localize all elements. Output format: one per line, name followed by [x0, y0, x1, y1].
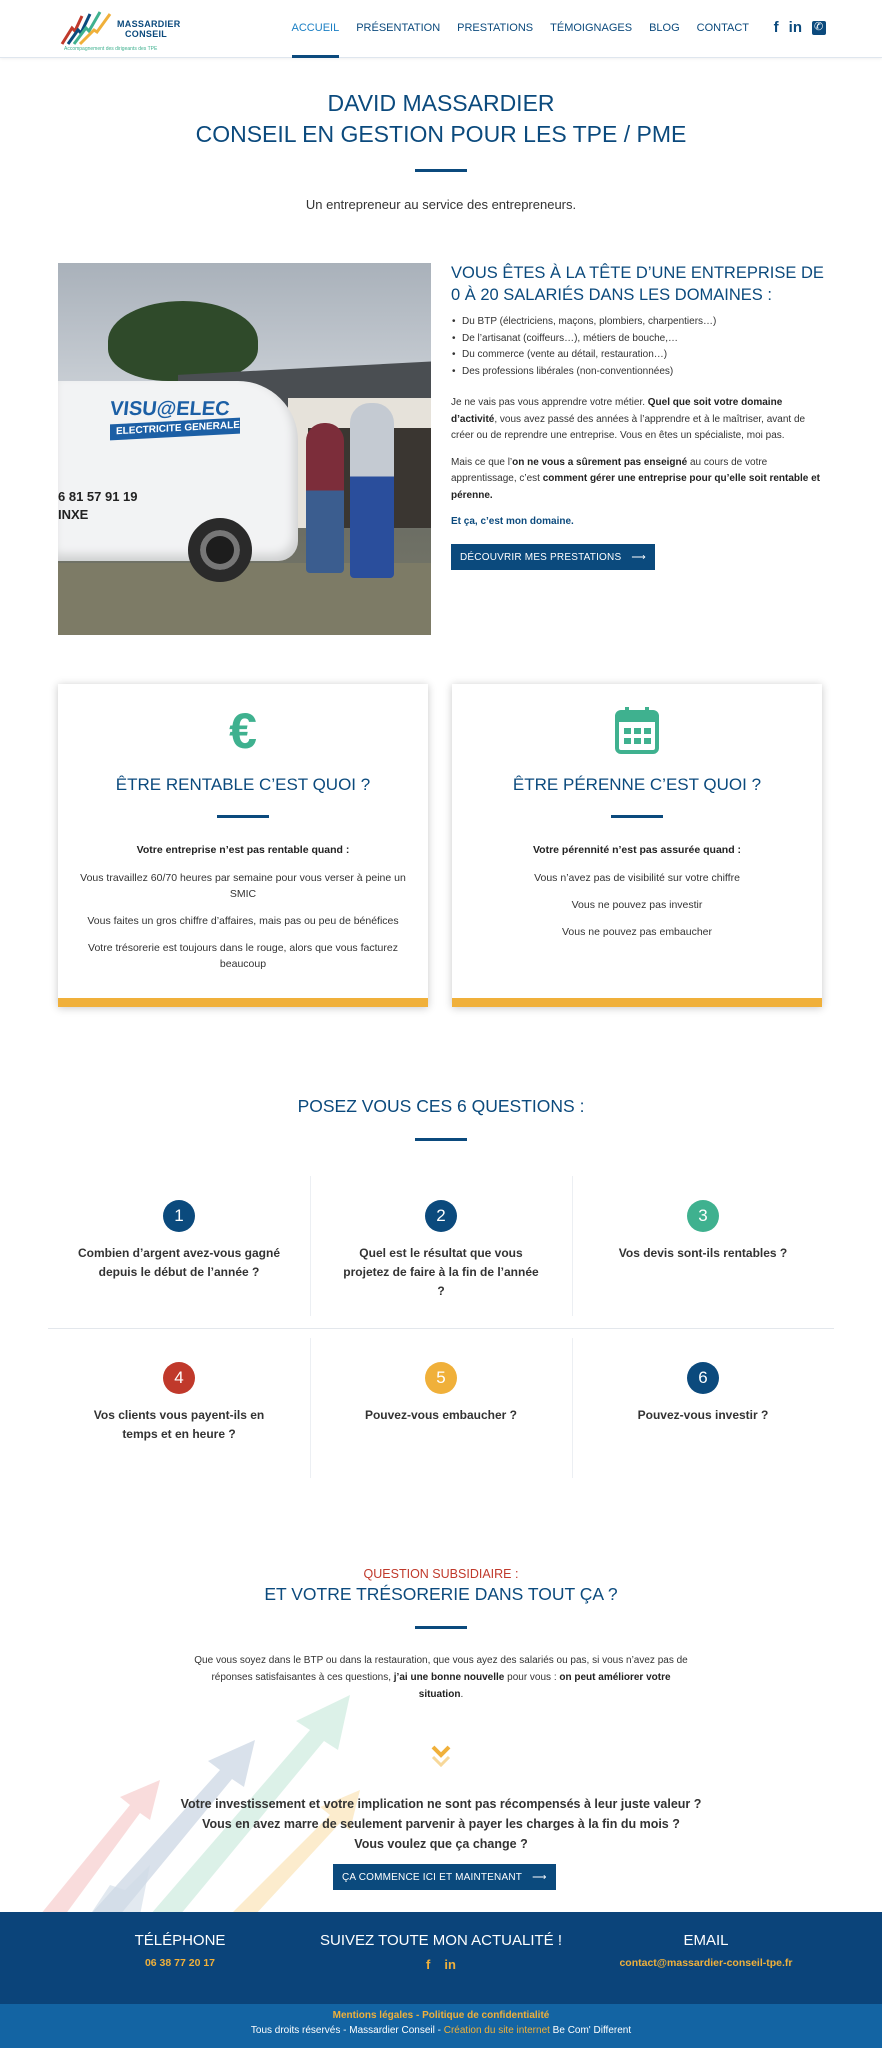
question-number: 2 — [425, 1200, 457, 1232]
question-text: Vos clients vous payent-ils en temps et en heure ? — [93, 1408, 265, 1441]
subsidiary-section — [0, 1560, 882, 1913]
footer-follow: SUIVEZ TOUTE MON ACTUALITÉ ! f in — [320, 1932, 562, 1972]
logo[interactable] — [60, 6, 190, 54]
subsidiary-questions: Votre investissement et votre implication ne sont pas récompensés à leur juste valeur ? Vous en avez marre de seulement parvenir à payer les charges à la fin du mois ? Vous voulez que ça change ? — [180, 1797, 702, 1851]
question-item — [572, 1200, 834, 1263]
team-photo: VISU@ELEC ELECTRICITE GENERALE 6 81 57 91 19 INXE — [58, 263, 431, 635]
intro-heading: VOUS ÊTES À LA TÊTE D’UNE ENTREPRISE DE 0 À 20 SALARIÉS DANS LES DOMAINES : — [451, 264, 824, 304]
card-lead: Votre entreprise n’est pas rentable quand : — [136, 844, 350, 856]
hero-subtitle: Un entrepreneur au service des entrepreneurs. — [305, 197, 577, 212]
question-number: 4 — [163, 1362, 195, 1394]
chevron-down-icon — [430, 1743, 452, 1769]
intro-text — [451, 262, 829, 541]
subsidiary-title: ET VOTRE TRÉSORERIE DANS TOUT ÇA ? — [264, 1584, 618, 1604]
question-text: Pouvez-vous embaucher ? — [364, 1408, 518, 1422]
facebook-icon[interactable]: f — [426, 1957, 431, 1972]
card-item: Vous ne pouvez pas embaucher — [561, 926, 713, 938]
subsidiary-divider — [415, 1626, 467, 1629]
nav-blog[interactable]: BLOG — [649, 22, 680, 34]
intro-paragraph-1: Je ne vais pas vous apprendre votre métier. Quel que soit votre domaine d’activité, vous avez passé des années à l’apprendre et à le maîtriser, avant de créer ou de reprendre une entreprise. Vous en êtes un spécialiste, moi pas. — [451, 397, 806, 441]
footer-email: EMAIL contact@massardier-conseil-tpe.fr — [596, 1932, 816, 1969]
title-divider — [415, 169, 467, 172]
euro-icon — [223, 706, 263, 756]
credit-link[interactable]: Création du site internet — [443, 2025, 550, 2036]
card-title: ÊTRE PÉRENNE C’EST QUOI ? — [512, 775, 762, 794]
card-lead: Votre pérennité n’est pas assurée quand : — [532, 844, 742, 856]
logo-tagline: Accompagnement des dirigeants des TPE — [64, 46, 158, 52]
card-item: Vous faites un gros chiffre d’affaires, mais pas ou peu de bénéfices — [87, 915, 399, 927]
nav-presentation[interactable]: PRÉSENTATION — [356, 22, 441, 34]
header-social — [774, 19, 826, 36]
footer-phone: TÉLÉPHONE 06 38 77 20 17 — [100, 1932, 260, 1969]
question-text: Quel est le résultat que vous projetez de faire à la fin de l’année ? — [343, 1246, 539, 1298]
card-divider — [217, 815, 269, 818]
questions-divider — [415, 1138, 467, 1141]
question-item — [310, 1362, 572, 1425]
question-item — [48, 1200, 310, 1282]
question-text: Pouvez-vous investir ? — [637, 1408, 769, 1422]
arrow-right-icon: ⟶ — [631, 551, 646, 563]
logo-arrows-icon — [60, 8, 116, 46]
intro-paragraph-3: Et ça, c’est mon domaine. — [451, 516, 574, 527]
arrow-right-icon: ⟶ — [532, 1871, 547, 1883]
start-now-button[interactable]: ÇA COMMENCE ICI ET MAINTENANT ⟶ — [333, 1864, 556, 1890]
question-number: 5 — [425, 1362, 457, 1394]
card-item: Votre trésorerie est toujours dans le rouge, alors que vous facturez beaucoup — [88, 942, 398, 970]
discover-services-button[interactable]: DÉCOUVRIR MES PRESTATIONS ⟶ — [451, 544, 655, 570]
title-line-2: CONSEIL EN GESTION POUR LES TPE / PME — [195, 121, 687, 147]
copyright: Tous droits réservés - Massardier Conseil - Création du site internet Be Com' Different — [250, 2025, 632, 2036]
question-number: 3 — [687, 1200, 719, 1232]
card-item: Vous ne pouvez pas investir — [571, 899, 703, 911]
svg-text:€: € — [229, 706, 257, 756]
intro-paragraph-2: Mais ce que l’on ne vous a sûrement pas enseigné au cours de votre apprentissage, c’est comment gérer une entreprise pour qu’elle soit rentable et pérenne. — [451, 456, 821, 501]
list-item: • Du commerce (vente au détail, restauration…) — [451, 347, 829, 364]
card-item: Vous n’avez pas de visibilité sur votre chiffre — [534, 872, 740, 884]
domain-list — [451, 314, 829, 380]
nav-contact[interactable]: CONTACT — [696, 22, 749, 34]
question-text: Combien d’argent avez-vous gagné depuis le début de l’année ? — [77, 1246, 281, 1279]
card-perenne — [452, 684, 822, 1007]
legal-links[interactable]: Mentions légales - Politique de confidentialité — [332, 2010, 550, 2021]
list-item: • De l’artisanat (coiffeurs…), métiers de bouche,… — [451, 331, 829, 348]
card-rentable — [58, 684, 428, 1007]
calendar-icon — [615, 706, 659, 756]
linkedin-icon[interactable]: in — [444, 1957, 456, 1972]
title-line-1: DAVID MASSARDIER — [327, 90, 555, 116]
logo-text: MASSARDIER CONSEIL — [117, 19, 181, 39]
question-item — [572, 1362, 834, 1425]
questions-title: POSEZ VOUS CES 6 QUESTIONS : — [297, 1096, 585, 1116]
subsidiary-label: QUESTION SUBSIDIAIRE : — [363, 1567, 519, 1581]
linkedin-icon[interactable]: in — [788, 19, 802, 36]
question-number: 6 — [687, 1362, 719, 1394]
card-title: ÊTRE RENTABLE C’EST QUOI ? — [115, 775, 371, 794]
question-item — [310, 1200, 572, 1301]
footer — [0, 1912, 882, 2004]
footer-bottom — [0, 2004, 882, 2048]
question-text: Vos devis sont-ils rentables ? — [618, 1246, 788, 1260]
nav-temoignages[interactable]: TÉMOIGNAGES — [550, 22, 633, 34]
card-item: Vous travaillez 60/70 heures par semaine pour vous verser à peine un SMIC — [80, 872, 406, 900]
nav-prestations[interactable]: PRESTATIONS — [457, 22, 534, 34]
site-header — [0, 0, 882, 58]
main-nav — [292, 0, 749, 58]
list-item: • Du BTP (électriciens, maçons, plombiers, charpentiers…) — [451, 314, 829, 331]
email-link[interactable]: contact@massardier-conseil-tpe.fr — [619, 1957, 793, 1969]
phone-link[interactable]: 06 38 77 20 17 — [144, 1957, 216, 1969]
question-number: 1 — [163, 1200, 195, 1232]
facebook-icon[interactable]: f — [773, 19, 779, 36]
list-item: • Des professions libérales (non-conventionnées) — [451, 364, 829, 381]
card-divider — [611, 815, 663, 818]
phone-icon[interactable] — [812, 21, 826, 35]
question-item — [48, 1362, 310, 1444]
nav-accueil[interactable]: ACCUEIL — [292, 0, 340, 58]
subsidiary-text: Que vous soyez dans le BTP ou dans la restauration, que vous ayez des salariés ou pas, si vous n’avez pas de réponses satisfaisantes à ces questions, j’ai une bonne nouvelle pour vous : on peut améliorer votre situation. — [194, 1655, 688, 1700]
page-title — [0, 88, 882, 150]
